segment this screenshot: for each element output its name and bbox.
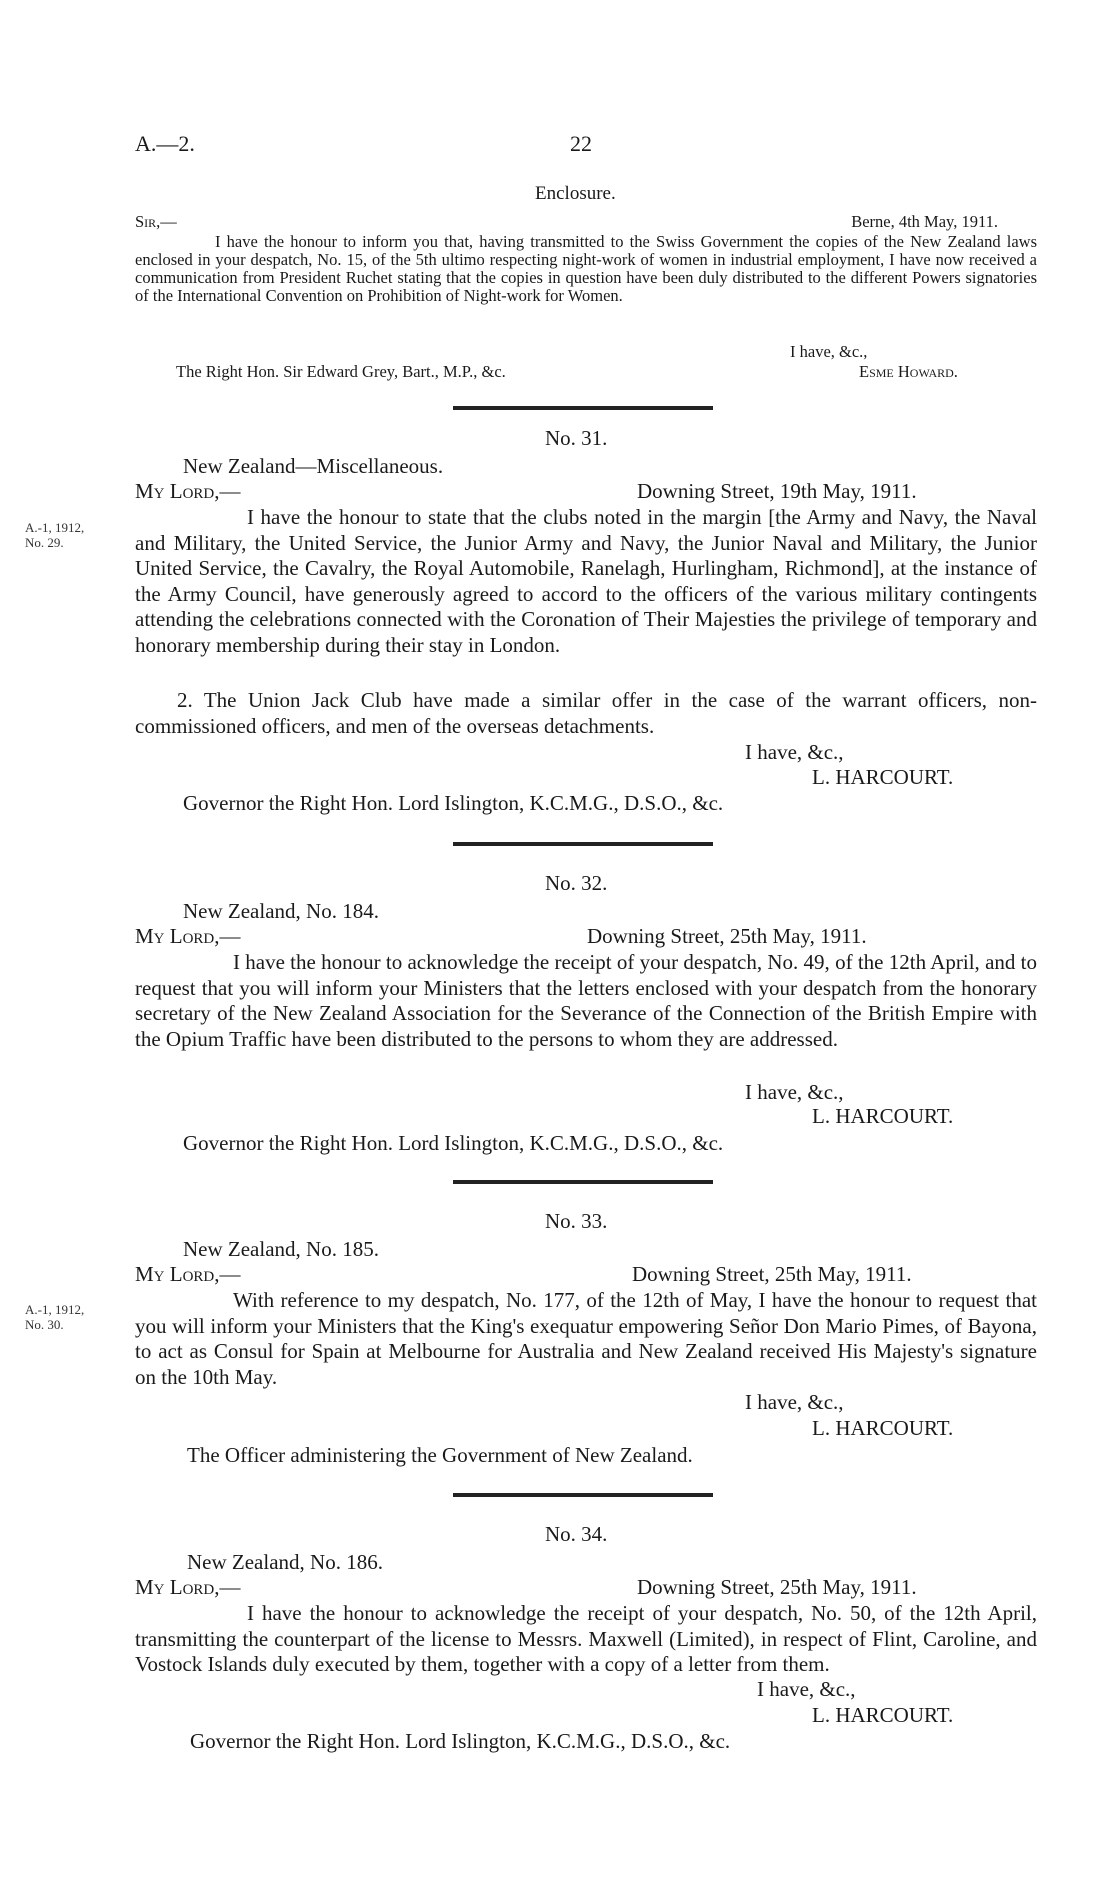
margin-note: A.-1, 1912, No. 30. [25, 1302, 85, 1332]
letter-salutation: My Lord,— [135, 479, 241, 503]
letter-paragraph: 2. The Union Jack Club have made a similar offer in the case of the warrant officers, non-commissioned officers, and men of the overseas detachments. [135, 688, 1037, 738]
letter-number: No. 31. [545, 426, 608, 450]
page-number: 22 [570, 131, 592, 156]
letter-paragraph: I have the honour to state that the clubs noted in the margin [the Army and Navy, the Naval and Military, the United Service, the Junior Army and Navy, the Junior Naval and Military, the Junior United Service, the Cavalry, the Royal Automobile, Ranelagh, Hurlingham, Richmond], at the instance of the Army Council, have generously agreed to accord to the officers of the various military contingents attending the celebrations connected with the Coronation of Their Majesties the privilege of temporary and honorary membership during their stay in London. [135, 505, 1037, 657]
enclosure-place-date: Berne, 4th May, 1911. [851, 212, 998, 231]
letter-closing: I have, &c., [757, 1677, 856, 1701]
letter-addressee: Governor the Right Hon. Lord Islington, K.C.M.G., D.S.O., &c. [183, 791, 724, 815]
enclosure-heading: Enclosure. [535, 183, 616, 204]
letter-subject: New Zealand, No. 186. [187, 1550, 383, 1574]
letter-addressee: Governor the Right Hon. Lord Islington, K.C.M.G., D.S.O., &c. [190, 1729, 731, 1753]
enclosure-salutation: Sir,— [135, 212, 177, 231]
enclosure-addressee: The Right Hon. Sir Edward Grey, Bart., M.P., &c. [176, 362, 506, 381]
letter-subject: New Zealand, No. 184. [183, 899, 379, 923]
document-reference: A.—2. [135, 131, 195, 156]
letter-place-date: Downing Street, 25th May, 1911. [637, 1575, 917, 1599]
letter-closing: I have, &c., [745, 1390, 844, 1414]
section-divider [453, 1493, 713, 1497]
letter-place-date: Downing Street, 25th May, 1911. [587, 924, 867, 948]
letter-salutation: My Lord,— [135, 924, 241, 948]
letter-paragraph: I have the honour to acknowledge the receipt of your despatch, No. 49, of the 12th April, and to request that you will inform your Ministers that the letters enclosed with your despatch from the honorary secretary of the New Zealand Association for the Severance of the Connection of the British Empire with the Opium Traffic have been distributed to the persons to whom they are addressed. [135, 950, 1037, 1051]
section-divider [453, 1180, 713, 1184]
section-divider [453, 842, 713, 846]
letter-closing: I have, &c., [745, 740, 844, 764]
section-divider [453, 406, 713, 410]
letter-subject: New Zealand, No. 185. [183, 1237, 379, 1261]
letter-number: No. 34. [545, 1522, 608, 1546]
letter-place-date: Downing Street, 19th May, 1911. [637, 479, 917, 503]
letter-addressee: The Officer administering the Government of New Zealand. [187, 1443, 693, 1467]
letter-number: No. 32. [545, 871, 608, 895]
enclosure-signature: Esme Howard. [859, 362, 958, 381]
letter-signature: L. HARCOURT. [812, 1416, 954, 1440]
letter-signature: L. HARCOURT. [812, 1104, 954, 1128]
letter-place-date: Downing Street, 25th May, 1911. [632, 1262, 912, 1286]
letter-paragraph: With reference to my despatch, No. 177, of the 12th of May, I have the honour to request that you will inform your Ministers that the King's exequatur empowering Señor Don Mario Pimes, of Bayona, to act as Consul for Spain at Melbourne for Australia and New Zealand received His Majesty's signature on the 10th May. [135, 1288, 1037, 1389]
letter-salutation: My Lord,— [135, 1262, 241, 1286]
letter-salutation: My Lord,— [135, 1575, 241, 1599]
enclosure-body: I have the honour to inform you that, having transmitted to the Swiss Government the copies of the New Zealand laws enclosed in your despatch, No. 15, of the 5th ultimo respecting night-work of women in industrial employment, I have now received a communication from President Ruchet stating that the copies in question have been duly distributed to the different Powers signatories of the International Convention on Prohibition of Night-work for Women. [135, 232, 1037, 305]
enclosure-closing: I have, &c., [790, 342, 868, 361]
letter-subject: New Zealand—Miscellaneous. [183, 454, 444, 478]
letter-signature: L. HARCOURT. [812, 765, 954, 789]
letter-closing: I have, &c., [745, 1080, 844, 1104]
letter-number: No. 33. [545, 1209, 608, 1233]
letter-addressee: Governor the Right Hon. Lord Islington, K.C.M.G., D.S.O., &c. [183, 1131, 724, 1155]
letter-signature: L. HARCOURT. [812, 1703, 954, 1727]
letter-paragraph: I have the honour to acknowledge the receipt of your despatch, No. 50, of the 12th April, transmitting the counterpart of the license to Messrs. Maxwell (Limited), in respect of Flint, Caroline, and Vostock Islands duly executed by them, together with a copy of a letter from them. [135, 1601, 1037, 1676]
margin-note: A.-1, 1912, No. 29. [25, 520, 85, 550]
